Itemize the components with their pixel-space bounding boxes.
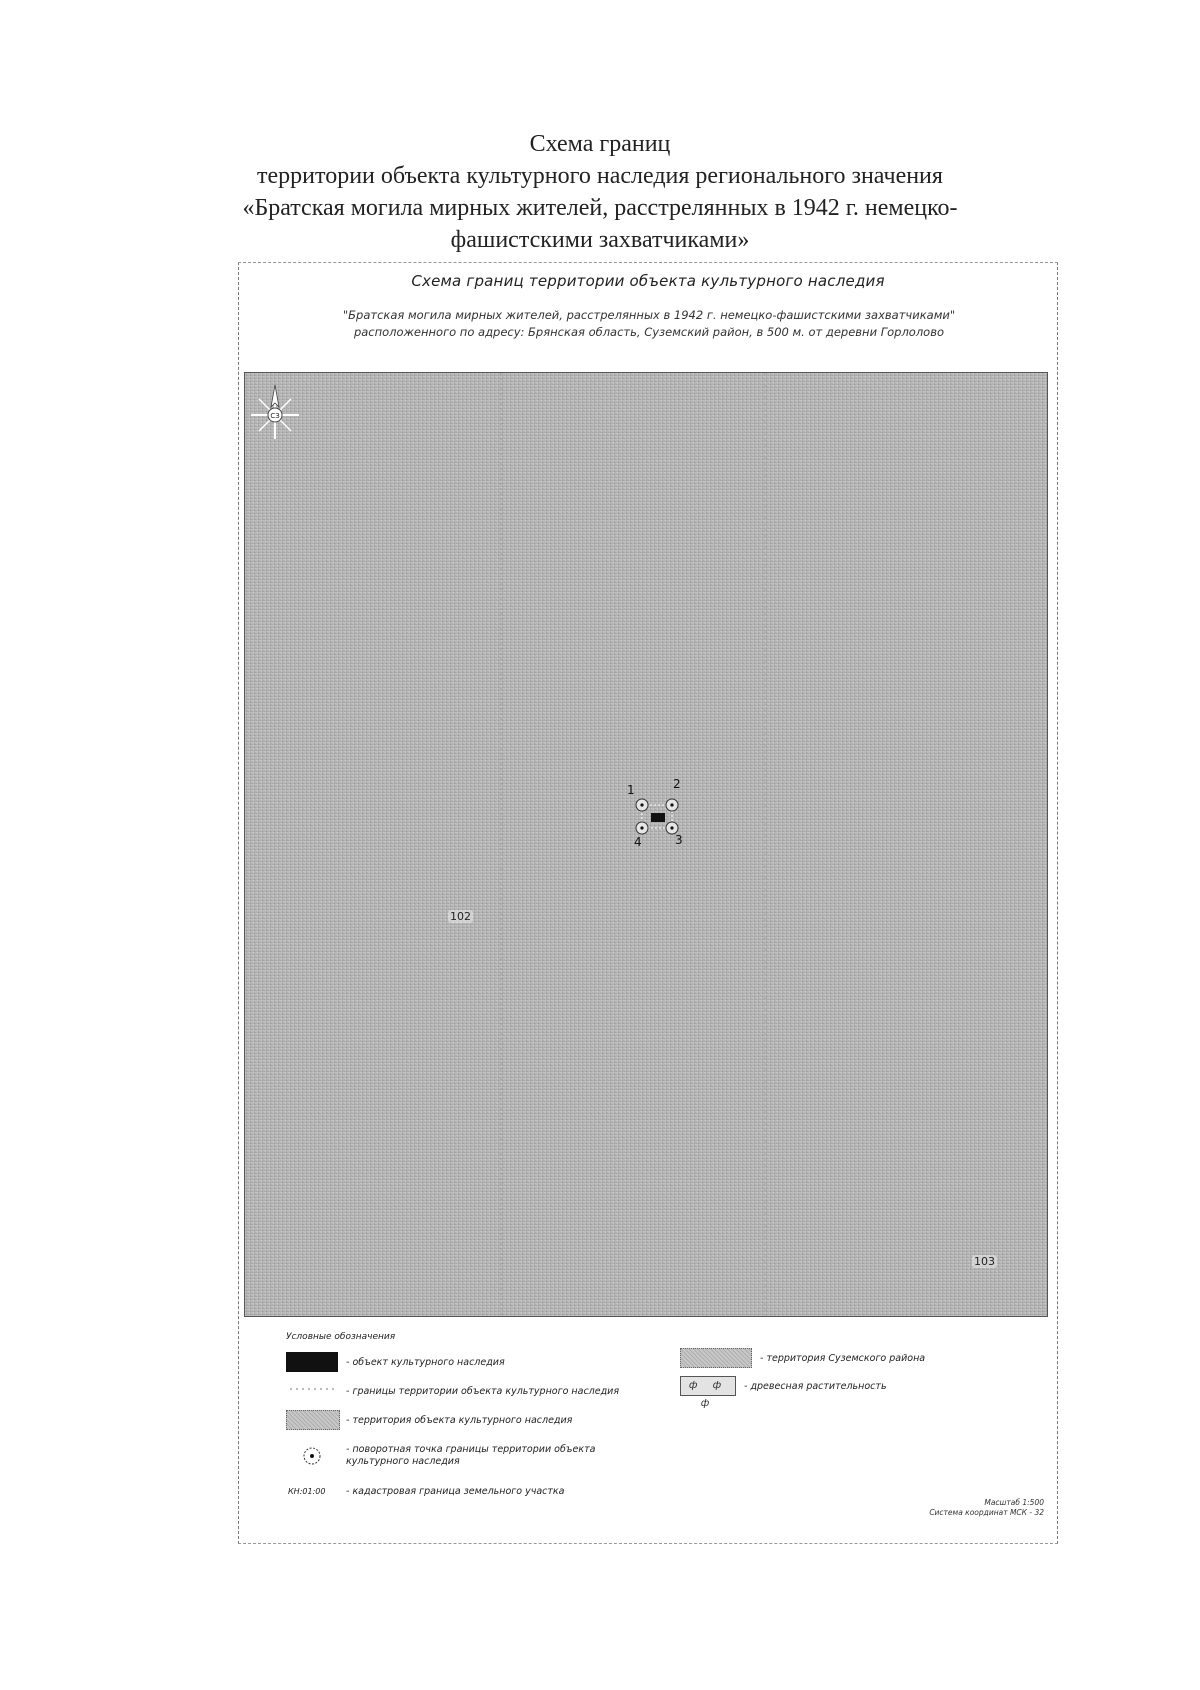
legend-item-trees: - древесная растительность [744, 1381, 887, 1392]
legend-title: Условные обозначения [286, 1332, 396, 1342]
legend-swatch-district [680, 1348, 752, 1368]
legend-item-cadastral: - кадастровая граница земельного участка [346, 1486, 565, 1497]
document-title [180, 128, 1020, 256]
title-line-3: «Братская могила мирных жителей, расстрелянных в 1942 г. немецко- [242, 195, 958, 221]
compass-label: СЗ [270, 412, 280, 420]
title-line-2: территории объекта культурного наследия регионального значения [257, 163, 943, 189]
legend-swatch-cadastral: КН:01:00 [288, 1487, 326, 1496]
parcel-label-103: 103 [974, 1255, 995, 1268]
sheet-subtitle-line-1: "Братская могила мирных жителей, расстрелянных в 1942 г. немецко-фашистскими захватчиками" [342, 308, 956, 322]
legend-item-district: - территория Суземского района [760, 1353, 926, 1364]
object-boundary [636, 799, 678, 834]
legend-item-turn-point-line-1: - поворотная точка границы территории объекта [346, 1444, 596, 1455]
map-legend [238, 1322, 1058, 1544]
sheet-subtitle-line-2: расположенного по адресу: Брянская область, Суземский район, в 500 м. от деревни Горлолово [353, 325, 945, 339]
legend-swatch-boundary [286, 1382, 340, 1396]
boundary-point-label-4: 4 [634, 835, 642, 849]
cultural-object-marker [651, 813, 665, 822]
sheet-title: Схема границ территории объекта культурного наследия [411, 272, 885, 290]
boundary-point-label-2: 2 [673, 777, 681, 791]
legend-item-object: - объект культурного наследия [346, 1357, 505, 1368]
title-line-1: Схема границ [529, 131, 671, 157]
turn-point-icon [300, 1444, 324, 1468]
legend-swatch-territory [286, 1410, 340, 1430]
parcel-label-102: 102 [450, 910, 471, 923]
stamp-line-2: Система координат МСК - 32 [929, 1508, 1044, 1517]
stamp-line-1: Масштаб 1:500 [984, 1498, 1044, 1507]
legend-item-territory: - территория объекта культурного наследия [346, 1415, 573, 1426]
legend-item-turn-point [346, 1444, 595, 1468]
legend-swatch-object [286, 1352, 338, 1372]
legend-item-turn-point-line-2: культурного наследия [346, 1456, 460, 1467]
boundary-point-label-1: 1 [627, 783, 635, 797]
legend-item-boundary: - границы территории объекта культурного наследия [346, 1386, 620, 1397]
scale-stamp [929, 1498, 1044, 1518]
compass-icon [251, 385, 299, 439]
map-area [244, 372, 1048, 1317]
legend-swatch-trees: ф ф ф [680, 1376, 736, 1396]
boundary-point-label-3: 3 [675, 833, 683, 847]
sheet-subtitle [259, 307, 1039, 341]
title-line-4: фашистскими захватчиками» [450, 227, 750, 253]
map-overlay [245, 373, 1048, 1317]
